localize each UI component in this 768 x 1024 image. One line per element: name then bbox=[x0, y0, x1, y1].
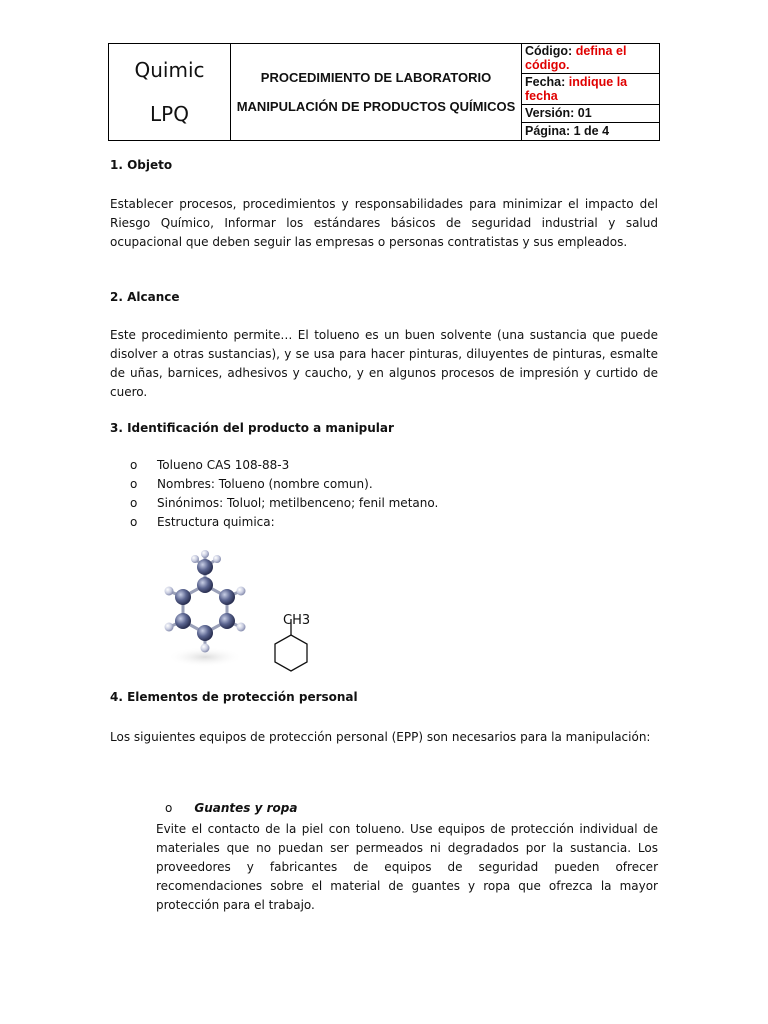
pagina-field: Página: 1 de 4 bbox=[522, 122, 660, 140]
methyl-group-label: CH3 bbox=[283, 613, 311, 628]
list-item: o Nombres: Tolueno (nombre comun). bbox=[130, 475, 438, 494]
section-text-proteccion: Los siguientes equipos de protección personal (EPP) son necesarios para la manipulación: bbox=[110, 730, 651, 744]
fecha-label: Fecha: bbox=[525, 74, 566, 89]
logo-text-lpq: LPQ bbox=[150, 102, 189, 126]
list-item: o Estructura quimica: bbox=[130, 513, 438, 532]
section-text-alcance: Este procedimiento permite… El tolueno es un buen solvente (una sustancia que puede disolver a otras sustancias), y se usa para hacer pinturas, diluyentes de pinturas, esmalte de uñas, barnices, adhesivos y caucho, y en algunos procesos de impresión y curtido de cuero. bbox=[110, 328, 658, 399]
bullet-icon: o bbox=[130, 458, 138, 472]
version-field: Versión: 01 bbox=[522, 105, 660, 122]
document-title-cell bbox=[231, 44, 522, 141]
codigo-field bbox=[522, 44, 660, 74]
procedure-title: PROCEDIMIENTO DE LABORATORIO bbox=[260, 69, 492, 85]
section-heading-identificacion: 3. Identificación del producto a manipular bbox=[110, 421, 394, 435]
fecha-field bbox=[522, 73, 660, 105]
codigo-label: Código: bbox=[525, 44, 573, 59]
fecha-value: indique la fecha bbox=[525, 74, 628, 103]
bullet-icon: o bbox=[130, 515, 138, 529]
product-identification-list bbox=[130, 456, 438, 532]
section-heading-objeto: 1. Objeto bbox=[110, 158, 173, 172]
toluene-structure-image bbox=[155, 545, 335, 685]
ball-and-stick-model bbox=[165, 550, 246, 667]
document-subject-title: MANIPULACIÓN DE PRODUCTOS QUÍMICOS bbox=[236, 98, 516, 114]
list-item: o Tolueno CAS 108-88-3 bbox=[130, 456, 438, 475]
section-heading-proteccion: 4. Elementos de protección personal bbox=[110, 690, 358, 704]
section-text-objeto: Establecer procesos, procedimientos y responsabilidades para minimizar el impacto del Riesgo Químico, Informar los estándares básicos de seguridad industrial y salud ocupacional que deben seguir las empresas o personas contratistas y sus empleados. bbox=[110, 197, 658, 249]
company-logo-cell bbox=[109, 44, 231, 141]
list-item: o Sinónimos: Toluol; metilbenceno; fenil metano. bbox=[130, 494, 438, 513]
codigo-value: defina el código. bbox=[525, 44, 627, 73]
logo-text-quimic: Quimic bbox=[134, 58, 205, 82]
section-heading-alcance: 2. Alcance bbox=[110, 290, 180, 304]
subitem-guantes bbox=[165, 801, 297, 815]
bullet-icon: o bbox=[165, 801, 173, 815]
bullet-icon: o bbox=[130, 496, 138, 510]
document-header-table bbox=[108, 43, 660, 141]
bullet-icon: o bbox=[130, 477, 138, 491]
subitem-title: Guantes y ropa bbox=[194, 801, 298, 815]
subitem-text-guantes: Evite el contacto de la piel con tolueno. Use equipos de protección individual de materiales que no puedan ser permeados ni degradados por la sustancia. Los proveedores y fabricantes de equipos de seguridad pueden ofrecer recomendaciones sobre el material de guantes y ropa que ofrezca la mayor protección para el trabajo. bbox=[156, 822, 658, 912]
